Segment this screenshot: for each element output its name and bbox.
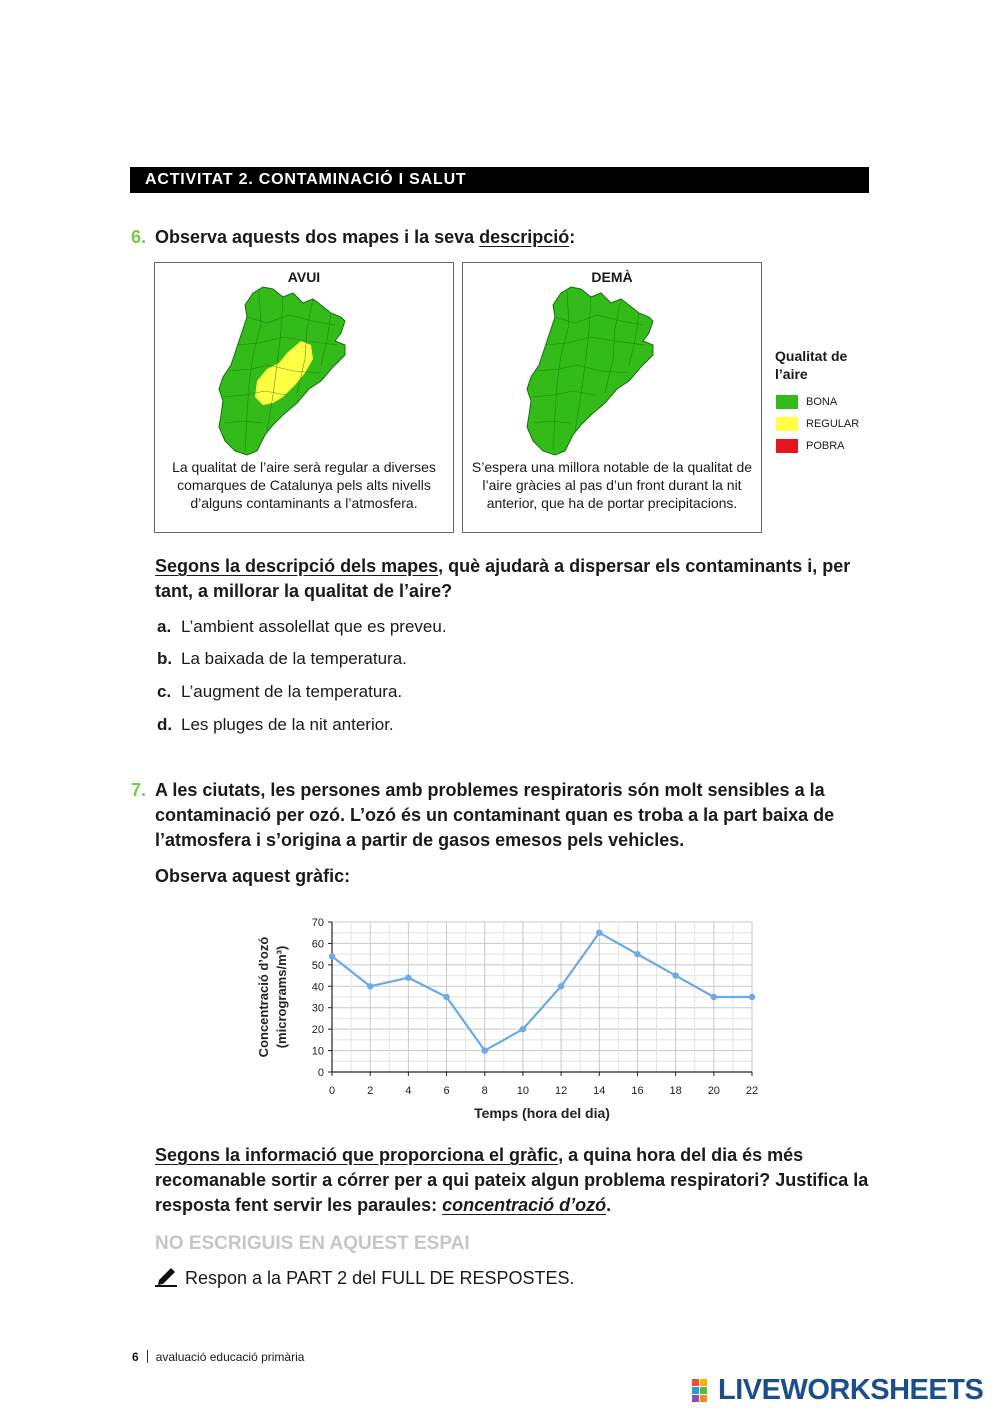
y-tick-label: 60 [311, 938, 324, 951]
x-tick-label: 16 [631, 1085, 644, 1097]
x-tick-label: 10 [516, 1085, 530, 1097]
x-tick-label: 8 [481, 1085, 488, 1097]
footer-text: avaluació educació primària [155, 1350, 305, 1364]
catalonia-map-today [217, 285, 349, 457]
y-tick-label: 70 [311, 917, 324, 929]
y-tick-label: 0 [317, 1067, 324, 1079]
option-b[interactable]: b. La baixada de la temperatura. [157, 649, 407, 668]
x-tick-label: 22 [745, 1085, 759, 1097]
question-7-number: 7. [131, 780, 147, 800]
y-axis-label-units: (micrograms/m³) [274, 945, 289, 1049]
x-tick-label: 12 [554, 1085, 568, 1097]
option-d[interactable]: d. Les pluges de la nit anterior. [157, 715, 394, 734]
page-number: 6 [132, 1350, 139, 1364]
map-tomorrow-title: DEMÀ [591, 269, 633, 285]
map-today-caption: La qualitat de l’aire serà regular a diverses comarques de Catalunya pels alts nivells d’alguns contaminants a l’atmosfera. [172, 459, 436, 511]
no-write-notice: NO ESCRIGUIS EN AQUEST ESPAI [155, 1233, 470, 1254]
map-tomorrow-caption: S’espera una millora notable de la qualitat de l’aire gràcies al pas d’un front durant la nit anterior, que ha de portar precipitacions. [471, 459, 753, 511]
y-tick-label: 50 [311, 959, 324, 972]
option-c[interactable]: c. L’augment de la temperatura. [157, 682, 403, 701]
y-axis-label: Concentració d’ozó [256, 936, 271, 1058]
data-point [749, 994, 755, 1000]
x-tick-label: 18 [669, 1085, 682, 1097]
pencil-icon [155, 1265, 179, 1292]
footer [132, 1350, 304, 1364]
data-point [558, 983, 564, 989]
y-tick-label: 40 [311, 981, 324, 994]
data-point [367, 983, 373, 989]
x-tick-label: 4 [405, 1085, 412, 1097]
legend-label-poor: POBRA [806, 440, 845, 452]
legend-swatch-good [776, 395, 798, 409]
data-point [711, 994, 717, 1000]
question-7-text: Segons la informació que proporciona el gràfic, a quina hora del dia és més recomanable sortir a córrer per a qui pateix algun problema respiratori? Justifica la resposta fent servir les paraules: concentració d’ozó. [155, 1145, 869, 1215]
data-point [634, 951, 640, 957]
question-6-number: 6. [131, 227, 147, 247]
question-6-text: Segons la descripció dels mapes, què ajudarà a dispersar els contaminants i, per tant, a millorar la qualitat de l’aire? [155, 556, 851, 601]
data-point [329, 953, 335, 959]
data-point [443, 994, 449, 1000]
catalonia-map-tomorrow [525, 285, 657, 457]
legend-swatch-poor [776, 439, 798, 453]
legend-swatch-regular [776, 417, 798, 431]
map-today [154, 262, 454, 533]
x-tick-label: 6 [443, 1085, 450, 1097]
data-point [596, 930, 602, 936]
legend-title: Qualitat de l’aire [775, 348, 848, 382]
data-point [405, 975, 411, 981]
data-point [482, 1047, 488, 1053]
data-point [520, 1026, 526, 1032]
question-6-prompt: Observa aquests dos mapes i la seva descripció: [155, 227, 576, 247]
legend-label-regular: REGULAR [806, 418, 860, 430]
question-7-observe: Observa aquest gràfic: [155, 866, 351, 886]
data-point [672, 972, 678, 978]
liveworksheets-logo-icon [692, 1379, 716, 1403]
y-tick-label: 30 [311, 1002, 324, 1015]
map-tomorrow [462, 262, 762, 533]
x-tick-label: 14 [593, 1085, 606, 1097]
map-today-title: AVUI [287, 269, 321, 285]
y-tick-label: 20 [311, 1024, 324, 1037]
x-tick-label: 0 [328, 1085, 336, 1097]
respond-instruction: Respon a la PART 2 del FULL DE RESPOSTES. [155, 1265, 575, 1292]
option-a[interactable]: a. L’ambient assolellat que es preveu. [157, 617, 447, 636]
x-axis-label: Temps (hora del dia) [474, 1105, 610, 1121]
x-tick-label: 2 [367, 1085, 374, 1097]
ozone-line-chart [250, 910, 780, 1130]
section-title: ACTIVITAT 2. CONTAMINACIÓ I SALUT [130, 167, 869, 193]
y-tick-label: 10 [311, 1045, 324, 1058]
x-tick-label: 20 [707, 1085, 720, 1097]
legend-label-good: BONA [806, 396, 838, 408]
question-7-intro: A les ciutats, les persones amb problemes respiratoris són molt sensibles a la contaminació per ozó. L’ozó és un contaminant quan es troba a la part baixa de l’atmosfera i s’origina a partir de gasos emesos pels vehicles. [155, 780, 835, 850]
